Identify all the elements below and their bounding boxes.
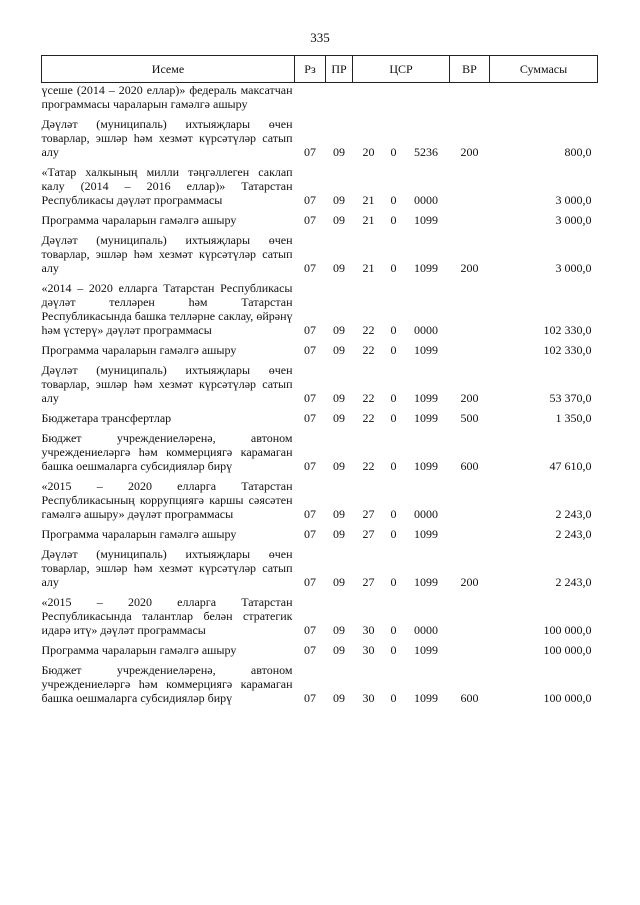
table-row bbox=[42, 337, 598, 357]
cell-csr3: 0000 bbox=[414, 507, 438, 521]
table-row bbox=[42, 425, 598, 473]
cell-pr: 09 bbox=[333, 575, 345, 589]
cell-vr bbox=[450, 589, 490, 637]
table-row bbox=[42, 207, 598, 227]
cell-rz: 07 bbox=[304, 411, 316, 425]
cell-csr1: 27 bbox=[362, 575, 375, 589]
cell-sum: 2 243,0 bbox=[555, 575, 592, 589]
cell-vr bbox=[450, 337, 490, 357]
cell-csr2: 0 bbox=[390, 145, 397, 159]
cell-pr: 09 bbox=[333, 343, 345, 357]
budget-table bbox=[41, 55, 598, 705]
cell-rz: 07 bbox=[304, 691, 316, 705]
cell-sum: 100 000,0 bbox=[543, 623, 592, 637]
cell-csr1: 21 bbox=[362, 193, 375, 207]
table-row bbox=[42, 589, 598, 637]
cell-csr2: 0 bbox=[390, 213, 397, 227]
cell-pr: 09 bbox=[333, 213, 345, 227]
header-pr: ПР bbox=[326, 56, 353, 83]
cell-sum: 102 330,0 bbox=[543, 323, 592, 337]
cell-rz: 07 bbox=[304, 507, 316, 521]
cell-sum: 100 000,0 bbox=[543, 643, 592, 657]
cell-rz: 07 bbox=[304, 193, 316, 207]
cell-pr: 09 bbox=[333, 411, 345, 425]
cell-sum: 3 000,0 bbox=[555, 213, 592, 227]
cell-csr1: 22 bbox=[362, 459, 375, 473]
cell-rz: 07 bbox=[304, 343, 316, 357]
cell-csr3: 1099 bbox=[414, 643, 438, 657]
header-vr: ВР bbox=[450, 56, 490, 83]
cell-sum: 47 610,0 bbox=[549, 459, 592, 473]
page-number: 335 bbox=[310, 30, 330, 45]
cell-name: Бюджет учреждениеләренә, автоном учреждениеләргә һәм коммерциягә карамаган башка оешмаларга субсидияләр бирү bbox=[41, 431, 293, 473]
cell-rz: 07 bbox=[304, 323, 316, 337]
cell-vr: 200 bbox=[460, 145, 479, 159]
cell-name: Бюджетара трансфертлар bbox=[41, 411, 172, 425]
table-row bbox=[42, 227, 598, 275]
cell-name: Дәүләт (муниципаль) ихтыяҗлары өчен товарлар, эшләр һәм хезмәт күрсәтүләр сатып алу bbox=[41, 117, 293, 159]
cell-vr: 600 bbox=[460, 459, 479, 473]
cell-sum: 102 330,0 bbox=[543, 343, 592, 357]
cell-csr2: 0 bbox=[390, 323, 397, 337]
cell-rz: 07 bbox=[304, 527, 316, 541]
header-csr: ЦСР bbox=[353, 56, 450, 83]
table-row bbox=[42, 83, 598, 112]
cell-csr3: 1099 bbox=[414, 691, 438, 705]
cell-pr: 09 bbox=[333, 623, 345, 637]
cell-pr: 09 bbox=[333, 323, 345, 337]
cell-csr2: 0 bbox=[390, 411, 397, 425]
cell-csr1: 30 bbox=[362, 643, 375, 657]
cell-csr3: 1099 bbox=[414, 411, 438, 425]
cell-csr2: 0 bbox=[390, 343, 397, 357]
table-row bbox=[42, 521, 598, 541]
table-header-row bbox=[42, 56, 598, 83]
cell-pr bbox=[326, 83, 353, 112]
cell-sum: 100 000,0 bbox=[543, 691, 592, 705]
cell-name: Программа чараларын гамәлгә ашыру bbox=[41, 527, 237, 541]
cell-vr bbox=[450, 473, 490, 521]
cell-pr: 09 bbox=[333, 145, 345, 159]
cell-csr2: 0 bbox=[390, 261, 397, 275]
cell-vr bbox=[450, 637, 490, 657]
table-row bbox=[42, 111, 598, 159]
cell-name: Дәүләт (муниципаль) ихтыяҗлары өчен товарлар, эшләр һәм хезмәт күрсәтүләр сатып алу bbox=[41, 363, 293, 405]
cell-name: Программа чараларын гамәлгә ашыру bbox=[41, 643, 237, 657]
cell-pr: 09 bbox=[333, 527, 345, 541]
table-row bbox=[42, 473, 598, 521]
cell-vr bbox=[450, 521, 490, 541]
cell-pr: 09 bbox=[333, 193, 345, 207]
cell-vr: 200 bbox=[460, 261, 479, 275]
cell-sum bbox=[490, 83, 598, 112]
cell-vr bbox=[450, 83, 490, 112]
cell-vr bbox=[450, 275, 490, 337]
cell-name: Дәүләт (муниципаль) ихтыяҗлары өчен товарлар, эшләр һәм хезмәт күрсәтүләр сатып алу bbox=[41, 233, 293, 275]
table-row bbox=[42, 405, 598, 425]
cell-vr: 600 bbox=[460, 691, 479, 705]
table-row bbox=[42, 275, 598, 337]
cell-csr3 bbox=[403, 83, 450, 112]
cell-sum: 2 243,0 bbox=[555, 527, 592, 541]
cell-vr: 200 bbox=[460, 391, 479, 405]
cell-sum: 2 243,0 bbox=[555, 507, 592, 521]
cell-name: Программа чараларын гамәлгә ашыру bbox=[41, 213, 237, 227]
cell-rz: 07 bbox=[304, 643, 316, 657]
cell-csr2: 0 bbox=[390, 193, 397, 207]
cell-csr1: 27 bbox=[362, 527, 375, 541]
cell-csr3: 1099 bbox=[414, 261, 438, 275]
cell-name: үсеше (2014 – 2020 еллар)» федераль максатчан программасы чараларын гамәлгә ашыру bbox=[41, 83, 293, 111]
cell-csr2: 0 bbox=[390, 459, 397, 473]
table-row bbox=[42, 541, 598, 589]
cell-csr2: 0 bbox=[390, 643, 397, 657]
cell-csr3: 0000 bbox=[414, 623, 438, 637]
cell-pr: 09 bbox=[333, 691, 345, 705]
cell-csr3: 1099 bbox=[414, 459, 438, 473]
cell-sum: 3 000,0 bbox=[555, 193, 592, 207]
cell-pr: 09 bbox=[333, 643, 345, 657]
cell-vr: 200 bbox=[460, 575, 479, 589]
cell-csr2 bbox=[385, 83, 403, 112]
table-row bbox=[42, 357, 598, 405]
cell-name: «Татар халкының милли тәңгәллеген саклап калу (2014 – 2016 еллар)» Татарстан Республикасы дәүләт программасы bbox=[41, 165, 293, 207]
cell-pr: 09 bbox=[333, 391, 345, 405]
cell-csr3: 1099 bbox=[414, 213, 438, 227]
cell-csr1: 20 bbox=[362, 145, 375, 159]
cell-pr: 09 bbox=[333, 459, 345, 473]
cell-csr3: 1099 bbox=[414, 527, 438, 541]
cell-pr: 09 bbox=[333, 507, 345, 521]
cell-name: Дәүләт (муниципаль) ихтыяҗлары өчен товарлар, эшләр һәм хезмәт күрсәтүләр сатып алу bbox=[41, 547, 293, 589]
cell-vr bbox=[450, 207, 490, 227]
table-row bbox=[42, 159, 598, 207]
cell-csr2: 0 bbox=[390, 391, 397, 405]
cell-rz: 07 bbox=[304, 575, 316, 589]
cell-rz: 07 bbox=[304, 213, 316, 227]
table-row bbox=[42, 657, 598, 705]
cell-csr1: 22 bbox=[362, 391, 375, 405]
cell-rz: 07 bbox=[304, 623, 316, 637]
cell-rz: 07 bbox=[304, 145, 316, 159]
cell-csr2: 0 bbox=[390, 691, 397, 705]
cell-csr2: 0 bbox=[390, 507, 397, 521]
cell-name: «2014 – 2020 елларга Татарстан Республикасы дәүләт телләрен һәм Татарстан Республикасында башка телләрне саклау, өйрәнү һәм үстерү» дәүләт программасы bbox=[41, 281, 293, 337]
cell-sum: 3 000,0 bbox=[555, 261, 592, 275]
cell-rz: 07 bbox=[304, 391, 316, 405]
cell-sum: 1 350,0 bbox=[555, 411, 592, 425]
cell-csr3: 0000 bbox=[414, 193, 438, 207]
cell-csr3: 5236 bbox=[414, 145, 438, 159]
header-name: Исеме bbox=[42, 56, 295, 83]
table-row bbox=[42, 637, 598, 657]
cell-csr1: 22 bbox=[362, 411, 375, 425]
cell-csr2: 0 bbox=[390, 623, 397, 637]
cell-csr1: 21 bbox=[362, 213, 375, 227]
cell-csr1: 27 bbox=[362, 507, 375, 521]
header-rz: Рз bbox=[295, 56, 326, 83]
cell-csr3: 0000 bbox=[414, 323, 438, 337]
cell-pr: 09 bbox=[333, 261, 345, 275]
cell-csr1: 21 bbox=[362, 261, 375, 275]
cell-csr2: 0 bbox=[390, 575, 397, 589]
header-sum: Суммасы bbox=[490, 56, 598, 83]
cell-csr1: 22 bbox=[362, 323, 375, 337]
cell-csr1: 30 bbox=[362, 691, 375, 705]
cell-csr3: 1099 bbox=[414, 391, 438, 405]
cell-rz bbox=[295, 83, 326, 112]
cell-vr bbox=[450, 159, 490, 207]
cell-name: Программа чараларын гамәлгә ашыру bbox=[41, 343, 237, 357]
cell-sum: 53 370,0 bbox=[549, 391, 592, 405]
cell-rz: 07 bbox=[304, 459, 316, 473]
cell-csr1 bbox=[353, 83, 385, 112]
cell-csr2: 0 bbox=[390, 527, 397, 541]
cell-name: Бюджет учреждениеләренә, автоном учреждениеләргә һәм коммерциягә карамаган башка оешмаларга субсидияләр бирү bbox=[41, 663, 293, 705]
cell-name: «2015 – 2020 елларга Татарстан Республикасының коррупциягә каршы сәясәтен гамәлгә ашыру» дәүләт программасы bbox=[41, 479, 293, 521]
cell-csr1: 30 bbox=[362, 623, 375, 637]
cell-rz: 07 bbox=[304, 261, 316, 275]
cell-name: «2015 – 2020 елларга Татарстан Республикасында талантлар белән стратегик идарә итү» дәүләт программасы bbox=[41, 595, 293, 637]
cell-csr3: 1099 bbox=[414, 343, 438, 357]
cell-csr3: 1099 bbox=[414, 575, 438, 589]
cell-csr1: 22 bbox=[362, 343, 375, 357]
cell-sum: 800,0 bbox=[564, 145, 592, 159]
cell-vr: 500 bbox=[460, 411, 479, 425]
